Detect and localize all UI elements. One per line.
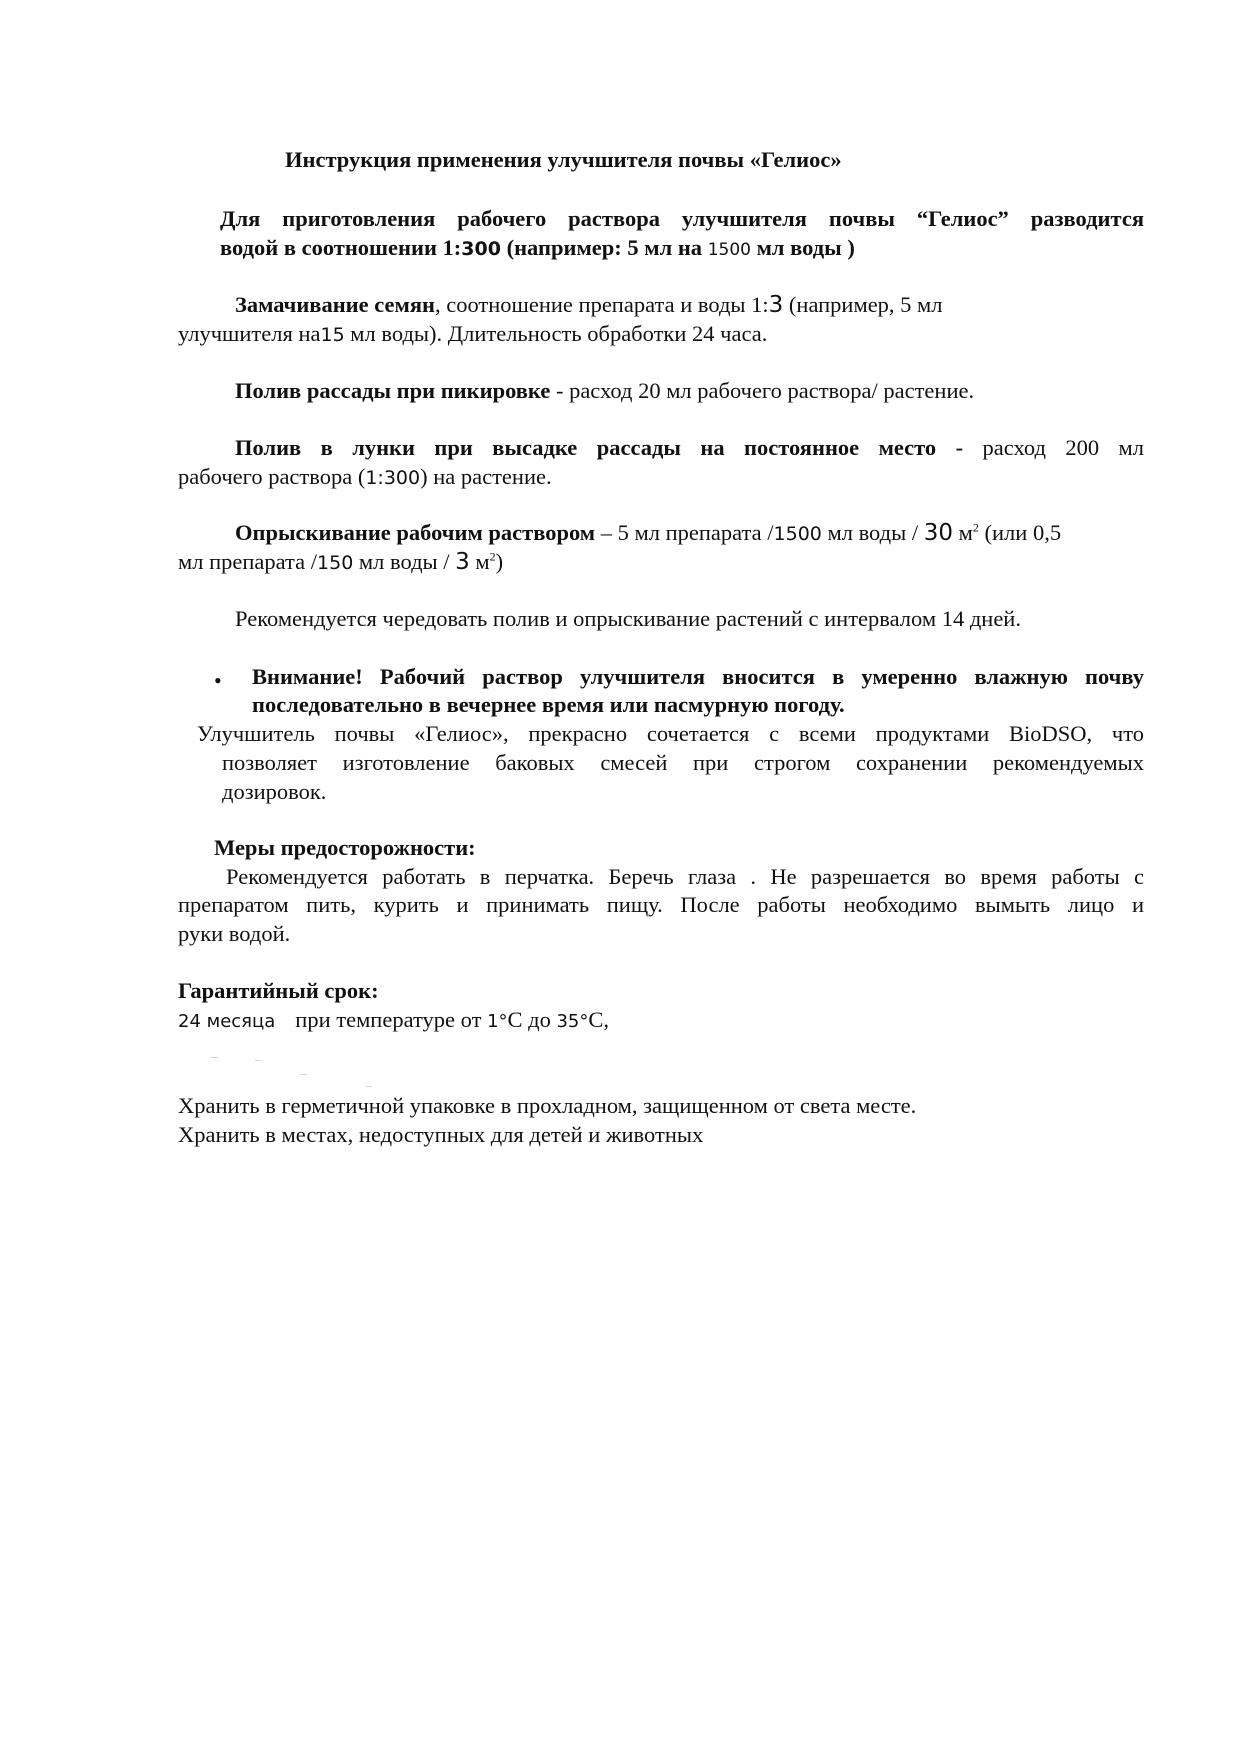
seeds-text-2a: улучшителя на [178, 321, 321, 346]
planting-text-2a: рабочего раствора ( [178, 464, 366, 489]
warranty-temp-max: 35° [556, 1011, 589, 1032]
intro-line-2 [220, 234, 855, 264]
spraying-text-g: (или 0,5 [978, 520, 1062, 545]
storage-line-2: Хранить в местах, недоступных для детей и животных [178, 1122, 704, 1147]
compat-line-1: Улучшитель почвы «Гелиос», прекрасно сочетается с всеми продуктами BioDSO, что [197, 721, 1144, 746]
spraying-water-value-2: 150 [317, 552, 354, 574]
faint-mark-1 [210, 1057, 218, 1058]
warranty-temp-mid: С до [507, 1007, 557, 1032]
seeds-line-1 [235, 291, 943, 319]
seeds-text-c: (например, 5 мл [783, 292, 943, 317]
spraying-water-value: 1500 [773, 523, 822, 545]
seeds-line-2 [178, 320, 767, 349]
spraying-text-2c: мл воды / [353, 549, 456, 574]
spraying-text-2a: мл препарата / [178, 549, 318, 574]
spraying-area-value: 30 [923, 520, 954, 546]
precautions-line-2: препаратом пить, курить и принимать пищу. После работы необходимо вымыть лицо и [178, 892, 1144, 917]
intro-ratio-label: водой в соотношении 1: [220, 235, 462, 260]
spraying-text-a: – 5 мл препарата / [595, 520, 774, 545]
faint-mark-3 [300, 1074, 307, 1075]
warranty-temp-label: при температуре от [295, 1007, 488, 1032]
seeds-text-a: , соотношение препарата и воды 1: [434, 292, 769, 317]
seeds-amount-value: 15 [320, 324, 345, 346]
spraying-heading: Опрыскивание рабочим раствором [235, 520, 596, 545]
warranty-temp-unit: С, [588, 1007, 610, 1032]
seedlings-text: - расход 20 мл рабочего раствора/ растение. [550, 378, 975, 403]
compat-line-2: позволяет изготовление баковых смесей при строгом сохранении рекомендуемых [222, 750, 1144, 775]
spraying-text-2g: ) [495, 549, 504, 574]
attention-line-2: последовательно в вечернее время или пасмурную погоду. [252, 692, 845, 717]
spraying-text-c: мл воды / [821, 520, 924, 545]
seeds-text-2c: мл воды). Длительность обработки 24 часа. [344, 321, 768, 346]
bullet-icon: • [214, 668, 222, 693]
spraying-line-1 [235, 519, 1061, 548]
compat-line-3: дозировок. [222, 779, 327, 804]
attention-line-1: Внимание! Рабочий раствор улучшителя вносится в умеренно влажную почву [252, 664, 1144, 689]
planting-text-2c: ) на растение. [420, 464, 552, 489]
intro-ratio-value: 300 [461, 238, 501, 260]
faint-mark-4 [366, 1086, 372, 1087]
intro-example-unit: мл воды ) [750, 235, 855, 260]
intro-example-label: (например: 5 мл на [500, 235, 708, 260]
warranty-temp-min: 1° [487, 1011, 508, 1032]
precautions-heading: Меры предосторожности: [214, 835, 476, 860]
document-title: Инструкция применения улучшителя почвы «Гелиос» [285, 147, 842, 172]
spraying-line-2 [178, 548, 503, 577]
recommendation-line: Рекомендуется чередовать полив и опрыскивание растений с интервалом 14 дней. [235, 606, 1021, 631]
seeds-heading: Замачивание семян [235, 292, 435, 317]
spraying-unit-exp: 2 [972, 520, 979, 535]
warranty-months: 24 месяца [178, 1011, 276, 1032]
seedlings-line [235, 377, 974, 405]
warranty-heading: Гарантийный срок: [178, 978, 379, 1003]
spraying-unit: м [953, 520, 973, 545]
planting-heading: Полив в лунки при высадке рассады на постоянное место - [235, 435, 964, 460]
planting-line-2 [178, 463, 552, 492]
seeds-ratio-value: 3 [768, 292, 784, 318]
intro-line-1: Для приготовления рабочего раствора улучшителя почвы “Гелиос” разводится [220, 206, 1144, 231]
warranty-line [178, 1006, 609, 1036]
precautions-line-3: руки водой. [178, 921, 291, 946]
faint-mark-2 [255, 1060, 261, 1061]
precautions-line-1: Рекомендуется работать в перчатка. Беречь глаза . Не разрешается во время работы с [226, 864, 1144, 889]
spraying-area-value-2: 3 [455, 549, 470, 575]
spraying-unit-exp-2: 2 [489, 549, 496, 564]
planting-text-b: расход 200 мл [963, 435, 1144, 460]
planting-line-1 [235, 434, 1144, 462]
planting-ratio-value: 1:300 [365, 467, 421, 489]
storage-line-1: Хранить в герметичной упаковке в прохладном, защищенном от света месте. [178, 1093, 917, 1118]
spraying-unit-2: м [469, 549, 490, 574]
intro-example-value: 1500 [707, 240, 751, 260]
seedlings-heading: Полив рассады при пикировке [235, 378, 551, 403]
